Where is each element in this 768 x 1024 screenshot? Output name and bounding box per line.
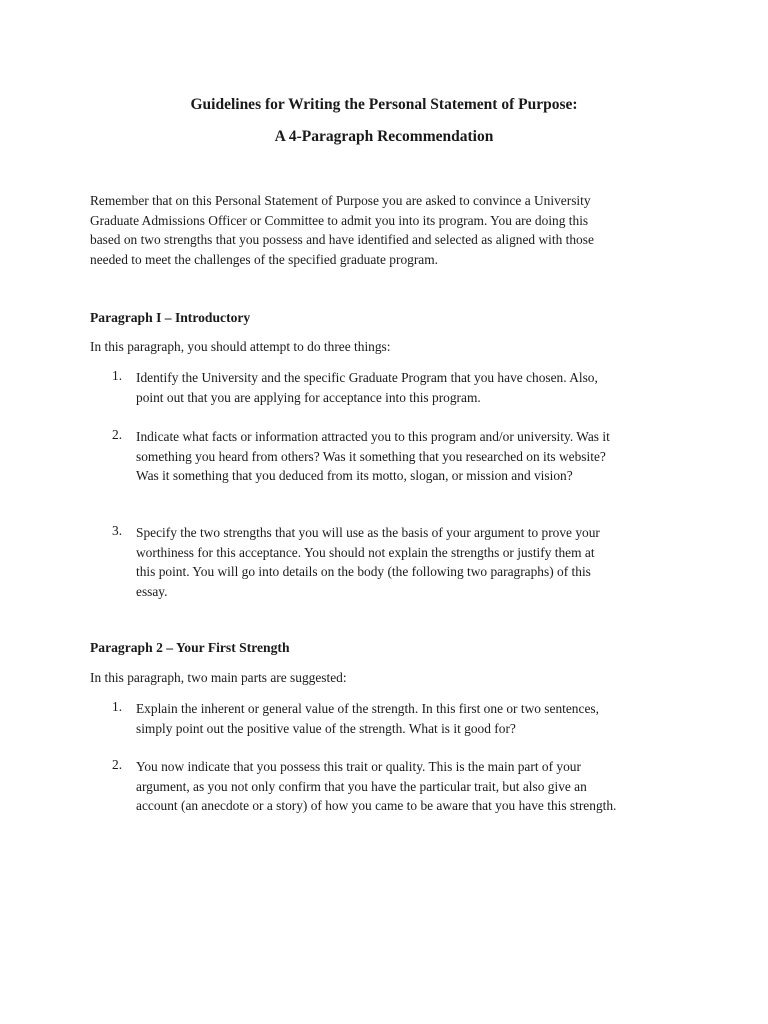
section2-heading: Paragraph 2 – Your First Strength [90,640,290,655]
list-item-line: simply point out the positive value of the strength. What is it good for? [136,720,516,736]
list-item-line: Specify the two strengths that you will use as the basis of your argument to prove your [136,525,600,540]
list-item-line: worthiness for this acceptance. You should not explain the strengths or justify them at [136,544,595,560]
section2-lead: In this paragraph, two main parts are suggested: [90,670,347,685]
list-item-number: 2. [112,757,123,772]
list-item-line: something you heard from others? Was it something that you researched on its website? [136,448,606,464]
list-item-number: 3. [112,523,123,538]
intro-line: needed to meet the challenges of the specified graduate program. [90,252,439,268]
intro-paragraph [90,191,690,270]
list-item-line: Was it something that you deduced from its motto, slogan, or mission and vision? [136,468,573,483]
list-item-line: Indicate what facts or information attracted you to this program and/or university. Was it [136,429,610,444]
intro-line: based on two strengths that you possess and have identified and selected as aligned with those [90,232,594,248]
section1-heading: Paragraph I – Introductory [90,310,251,325]
document-subtitle: A 4-Paragraph Recommendation [274,128,494,145]
list-item-line: Identify the University and the specific Graduate Program that you have chosen. Also, [136,370,598,385]
document-title: Guidelines for Writing the Personal Statement of Purpose: [190,96,578,113]
intro-line: Graduate Admissions Officer or Committee to admit you into its program. You are doing this [90,212,589,228]
section1-lead: In this paragraph, you should attempt to do three things: [90,339,391,354]
list-item-number: 2. [112,427,123,442]
list-item-line: account (an anecdote or a story) of how you came to be aware that you have this strength. [136,798,617,813]
list-item-line: essay. [136,583,168,599]
list-item-number: 1. [112,699,123,714]
list-item-line: point out that you are applying for acceptance into this program. [136,389,481,405]
list-item-line: argument, as you not only confirm that you have the particular trait, but also give an [136,778,587,794]
list-item-line: You now indicate that you possess this trait or quality. This is the main part of your [136,759,581,774]
intro-line: Remember that on this Personal Statement of Purpose you are asked to convince a University [90,193,591,208]
list-item-line: Explain the inherent or general value of the strength. In this first one or two sentences, [136,701,599,716]
list-item-number: 1. [112,368,123,383]
list-item-line: this point. You will go into details on the body (the following two paragraphs) of this [136,564,591,579]
